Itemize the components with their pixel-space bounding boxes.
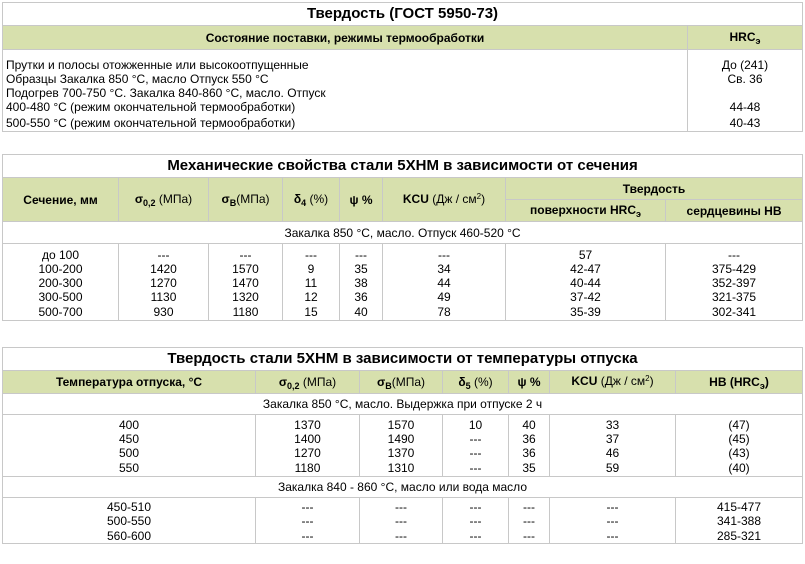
table-cell: 1270 bbox=[119, 276, 209, 290]
table-cell bbox=[688, 86, 803, 100]
table-cell: 49 bbox=[383, 290, 506, 304]
table-cell: 11 bbox=[283, 276, 340, 290]
table-row bbox=[3, 248, 803, 262]
table-cell: 1180 bbox=[256, 460, 360, 477]
table-row bbox=[3, 432, 803, 446]
table-cell: Подогрев 700-750 °С. Закалка 840-860 °С, масло. Отпуск bbox=[3, 86, 688, 100]
table-cell: 1320 bbox=[209, 290, 283, 304]
table-row bbox=[3, 418, 803, 432]
table-cell: 10 bbox=[443, 418, 509, 432]
tempering-hardness-table bbox=[2, 347, 803, 544]
table-cell: 78 bbox=[383, 304, 506, 321]
table-cell: 59 bbox=[550, 460, 676, 477]
table-cell: 37-42 bbox=[506, 290, 666, 304]
table-cell: --- bbox=[360, 528, 443, 544]
table-cell: --- bbox=[443, 432, 509, 446]
table-cell: 341-388 bbox=[676, 514, 803, 528]
treatment-mode-2: Закалка 840 - 860 °С, масло или вода масло bbox=[3, 476, 803, 497]
table-cell: 100-200 bbox=[3, 262, 119, 276]
table-cell: 400 bbox=[3, 418, 256, 432]
mechanical-properties-table bbox=[2, 154, 803, 321]
table-cell: 40 bbox=[340, 304, 383, 321]
table-cell: (43) bbox=[676, 446, 803, 460]
hardness-gost-title: Твердость (ГОСТ 5950-73) bbox=[3, 3, 803, 26]
treatment-mode: Закалка 850 °С, масло. Отпуск 460-520 °С bbox=[3, 222, 803, 244]
table-cell: до 100 bbox=[3, 248, 119, 262]
table-row bbox=[3, 276, 803, 290]
col-surface-hrc: поверхности $HRC_э$ bbox=[506, 200, 666, 222]
table-cell: До (241) bbox=[688, 58, 803, 72]
col-core-hb: сердцевины HB bbox=[666, 200, 803, 222]
table-cell: 44 bbox=[383, 276, 506, 290]
table-cell: --- bbox=[443, 528, 509, 544]
table-cell: 46 bbox=[550, 446, 676, 460]
table-cell: --- bbox=[256, 528, 360, 544]
table-cell: 12 bbox=[283, 290, 340, 304]
table-cell: 200-300 bbox=[3, 276, 119, 290]
col-kcu: KCU $(Дж / см^2)$ bbox=[550, 371, 676, 394]
table-cell: 1570 bbox=[209, 262, 283, 276]
table-cell: 1420 bbox=[119, 262, 209, 276]
table-cell: (45) bbox=[676, 432, 803, 446]
table-row bbox=[3, 58, 803, 72]
table-cell: 1130 bbox=[119, 290, 209, 304]
table-cell: 285-321 bbox=[676, 528, 803, 544]
table-cell: --- bbox=[283, 248, 340, 262]
table-cell: 33 bbox=[550, 418, 676, 432]
table-cell: --- bbox=[360, 500, 443, 514]
table-cell: --- bbox=[443, 500, 509, 514]
col-psi: ψ % bbox=[340, 178, 383, 222]
col-sigma-v: $\sigma_В(МПа)$ bbox=[209, 178, 283, 222]
table-cell: 415-477 bbox=[676, 500, 803, 514]
col-delta-4: $\delta_4$ (%) bbox=[283, 178, 340, 222]
table-cell: --- bbox=[443, 514, 509, 528]
col-sigma-02: $\sigma_{0,2}$ (МПа) bbox=[256, 371, 360, 394]
table-cell: --- bbox=[509, 514, 550, 528]
table-row bbox=[3, 262, 803, 276]
table-cell: Образцы Закалка 850 °С, масло Отпуск 550 °С bbox=[3, 72, 688, 86]
hardness-gost-table bbox=[2, 2, 803, 132]
col-hb-hrc: HB $(HRC_э)$ bbox=[676, 371, 803, 394]
table-cell: --- bbox=[443, 460, 509, 477]
table-cell: 42-47 bbox=[506, 262, 666, 276]
mechanical-properties-title: Механические свойства стали 5ХНМ в зависимости от сечения bbox=[3, 155, 803, 178]
table-cell: 36 bbox=[509, 446, 550, 460]
table-cell: 1180 bbox=[209, 304, 283, 321]
table-cell: --- bbox=[666, 248, 803, 262]
table-cell: 1570 bbox=[360, 418, 443, 432]
col-hrc: $HRC_э$ bbox=[688, 26, 803, 50]
table-cell: 1310 bbox=[360, 460, 443, 477]
table-cell: 40-43 bbox=[688, 114, 803, 132]
col-delivery-state: Состояние поставки, режимы термообработки bbox=[3, 26, 688, 50]
table-row bbox=[3, 114, 803, 132]
treatment-mode-1: Закалка 850 °С, масло. Выдержка при отпуске 2 ч bbox=[3, 394, 803, 415]
table-cell: Прутки и полосы отожженные или высокоотпущенные bbox=[3, 58, 688, 72]
col-hardness: Твердость bbox=[506, 178, 803, 200]
table-row bbox=[3, 514, 803, 528]
table-row bbox=[3, 100, 803, 114]
table-row bbox=[3, 290, 803, 304]
table-cell: --- bbox=[550, 528, 676, 544]
table-cell: --- bbox=[550, 500, 676, 514]
table-cell: 40-44 bbox=[506, 276, 666, 290]
table-cell: 930 bbox=[119, 304, 209, 321]
table-cell: Св. 36 bbox=[688, 72, 803, 86]
tempering-hardness-title: Твердость стали 5ХНМ в зависимости от температуры отпуска bbox=[3, 348, 803, 371]
col-psi: ψ % bbox=[509, 371, 550, 394]
table-row bbox=[3, 446, 803, 460]
table-row bbox=[3, 528, 803, 544]
table-cell: 40 bbox=[509, 418, 550, 432]
table-cell: 302-341 bbox=[666, 304, 803, 321]
table-cell: 35 bbox=[509, 460, 550, 477]
table-cell: 550 bbox=[3, 460, 256, 477]
table-cell: 1400 bbox=[256, 432, 360, 446]
table-cell: --- bbox=[443, 446, 509, 460]
table-cell: 9 bbox=[283, 262, 340, 276]
table-cell: 15 bbox=[283, 304, 340, 321]
table-cell: 450-510 bbox=[3, 500, 256, 514]
table-cell: (47) bbox=[676, 418, 803, 432]
table-cell: 35 bbox=[340, 262, 383, 276]
table-cell: 352-397 bbox=[666, 276, 803, 290]
table-cell: --- bbox=[209, 248, 283, 262]
table-cell: --- bbox=[340, 248, 383, 262]
table-cell: 500-700 bbox=[3, 304, 119, 321]
col-sigma-v: $\sigma_В(МПа)$ bbox=[360, 371, 443, 394]
col-delta-5: $\delta_5$ (%) bbox=[443, 371, 509, 394]
table-row bbox=[3, 72, 803, 86]
table-cell: 560-600 bbox=[3, 528, 256, 544]
table-cell: 1370 bbox=[360, 446, 443, 460]
table-cell: 500-550 bbox=[3, 514, 256, 528]
table-cell: (40) bbox=[676, 460, 803, 477]
table-cell: 375-429 bbox=[666, 262, 803, 276]
table-cell: --- bbox=[256, 500, 360, 514]
col-kcu: KCU $(Дж / см^2)$ bbox=[383, 178, 506, 222]
table-cell: 38 bbox=[340, 276, 383, 290]
table-cell: --- bbox=[119, 248, 209, 262]
table-cell: --- bbox=[360, 514, 443, 528]
table-cell: 34 bbox=[383, 262, 506, 276]
table-cell: 57 bbox=[506, 248, 666, 262]
table-cell: 450 bbox=[3, 432, 256, 446]
table-row bbox=[3, 304, 803, 321]
table-row bbox=[3, 86, 803, 100]
table-cell: --- bbox=[509, 500, 550, 514]
table-cell: 300-500 bbox=[3, 290, 119, 304]
table-row bbox=[3, 500, 803, 514]
table-cell: 400-480 °С (режим окончательной термообработки) bbox=[3, 100, 688, 114]
table-cell: 36 bbox=[509, 432, 550, 446]
table-cell: 44-48 bbox=[688, 100, 803, 114]
table-cell: --- bbox=[509, 528, 550, 544]
table-cell: --- bbox=[256, 514, 360, 528]
table-cell: 321-375 bbox=[666, 290, 803, 304]
col-temperature: Температура отпуска, °С bbox=[3, 371, 256, 394]
col-sigma-02: $\sigma_{0,2}$ (МПа) bbox=[119, 178, 209, 222]
table-row bbox=[3, 460, 803, 477]
table-cell: --- bbox=[550, 514, 676, 528]
table-cell: 36 bbox=[340, 290, 383, 304]
table-cell: 1470 bbox=[209, 276, 283, 290]
table-cell: 37 bbox=[550, 432, 676, 446]
table-cell: --- bbox=[383, 248, 506, 262]
table-cell: 500 bbox=[3, 446, 256, 460]
table-cell: 1490 bbox=[360, 432, 443, 446]
table-cell: 1270 bbox=[256, 446, 360, 460]
table-cell: 500-550 °С (режим окончательной термообработки) bbox=[3, 114, 688, 132]
col-section: Сечение, мм bbox=[3, 178, 119, 222]
table-cell: 1370 bbox=[256, 418, 360, 432]
table-cell: 35-39 bbox=[506, 304, 666, 321]
